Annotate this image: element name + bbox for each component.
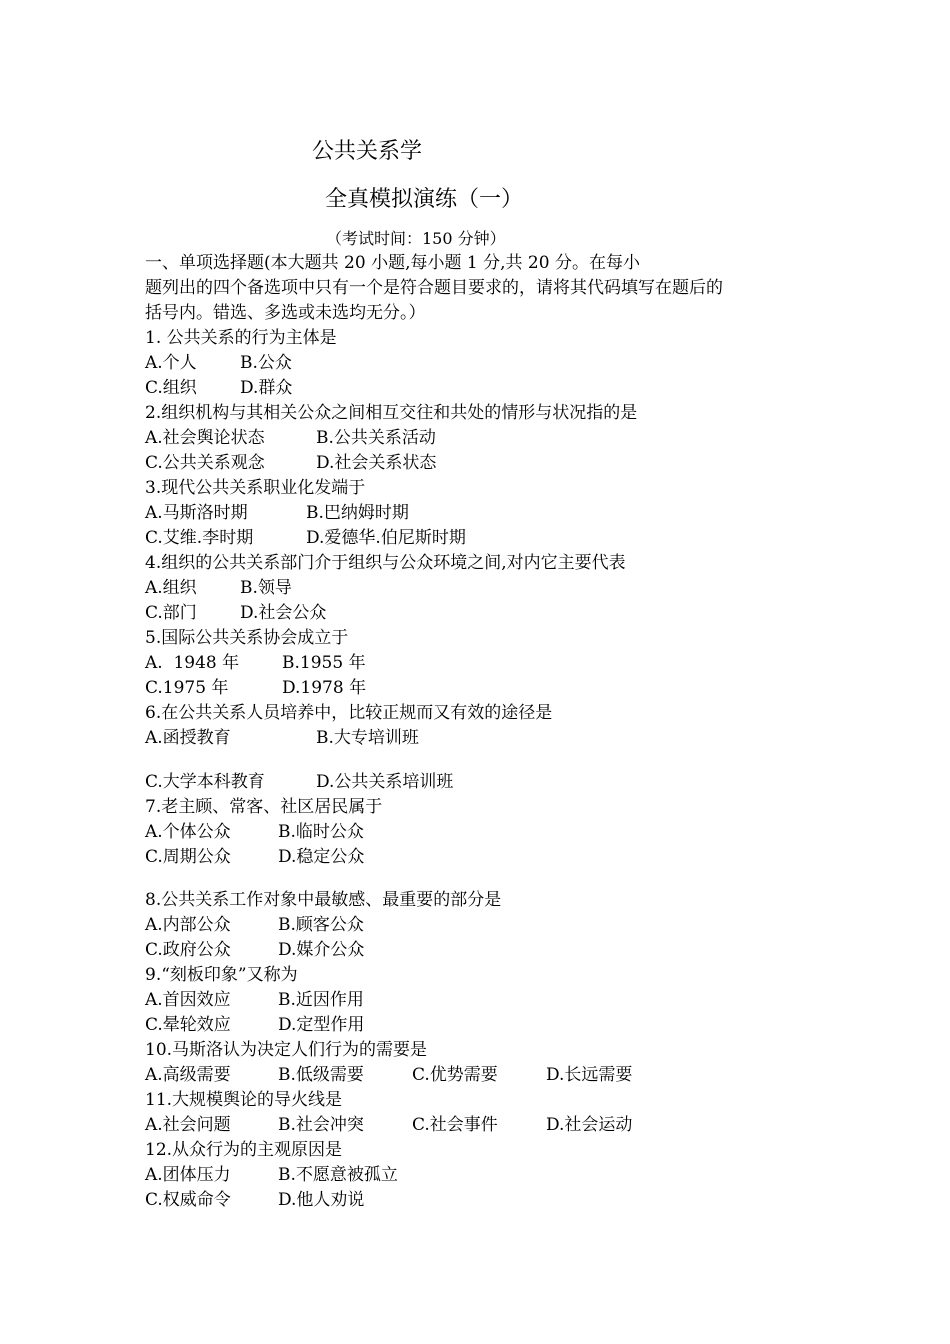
- option-c: C.公共关系观念: [145, 453, 265, 473]
- option-a: A.个人: [145, 353, 197, 373]
- question-stem: 7.老主顾、常客、社区居民属于: [145, 797, 383, 817]
- option-a: A.内部公众: [145, 915, 231, 935]
- instructions-line-3: 括号内。错选、多选或未选均无分。）: [145, 303, 426, 323]
- option-d: D.爱德华.伯尼斯时期: [306, 528, 466, 548]
- option-b: B.不愿意被孤立: [278, 1165, 398, 1185]
- option-b: B.公共关系活动: [316, 428, 436, 448]
- option-c: C.社会事件: [412, 1115, 498, 1135]
- question-stem: 9.“刻板印象”又称为: [145, 965, 298, 985]
- question-stem: 6.在公共关系人员培养中，比较正规而又有效的途径是: [145, 703, 553, 723]
- question-stem: 2.组织机构与其相关公众之间相互交往和共处的情形与状况指的是: [145, 403, 638, 423]
- option-b: B.近因作用: [278, 990, 364, 1010]
- option-d: D.群众: [240, 378, 293, 398]
- option-c: C.组织: [145, 378, 197, 398]
- option-d: D.社会关系状态: [316, 453, 437, 473]
- option-c: C.政府公众: [145, 940, 231, 960]
- option-b: B.社会冲突: [278, 1115, 364, 1135]
- option-b: B.临时公众: [278, 822, 364, 842]
- option-c: C.艾维.李时期: [145, 528, 254, 548]
- option-d: D.媒介公众: [278, 940, 365, 960]
- instructions-line-1: 一、单项选择题(本大题共 20 小题,每小题 1 分,共 20 分。在每小: [145, 253, 640, 273]
- option-a: A.个体公众: [145, 822, 231, 842]
- subject-title: 公共关系学: [312, 139, 423, 164]
- option-c: C.优势需要: [412, 1065, 498, 1085]
- question-stem: 11.大规模舆论的导火线是: [145, 1090, 343, 1110]
- option-d: D.长远需要: [546, 1065, 633, 1085]
- option-d: D.稳定公众: [278, 847, 365, 867]
- option-d: D.社会公众: [240, 603, 327, 623]
- option-c: C.权威命令: [145, 1190, 231, 1210]
- instructions-line-2: 题列出的四个备选项中只有一个是符合题目要求的，请将其代码填写在题后的: [145, 278, 723, 298]
- question-stem: 8.公共关系工作对象中最敏感、最重要的部分是: [145, 890, 502, 910]
- option-b: B.公众: [240, 353, 292, 373]
- option-b: B.低级需要: [278, 1065, 364, 1085]
- exam-time: （考试时间：150 分钟）: [326, 229, 506, 248]
- option-b: B.顾客公众: [278, 915, 364, 935]
- option-d: D.公共关系培训班: [316, 772, 454, 792]
- option-d: D.1978 年: [282, 678, 367, 698]
- option-a: A.社会问题: [145, 1115, 231, 1135]
- question-stem: 1. 公共关系的行为主体是: [145, 328, 337, 348]
- option-a: A.首因效应: [145, 990, 231, 1010]
- option-b: B.巴纳姆时期: [306, 503, 409, 523]
- option-b: B.1955 年: [282, 653, 366, 673]
- option-c: C.部门: [145, 603, 197, 623]
- option-b: B.领导: [240, 578, 292, 598]
- exam-title: 全真模拟演练（一）: [325, 187, 524, 212]
- option-a: A.团体压力: [145, 1165, 231, 1185]
- option-c: C.大学本科教育: [145, 772, 265, 792]
- option-a: A.高级需要: [145, 1065, 231, 1085]
- option-a: A.组织: [145, 578, 197, 598]
- question-stem: 10.马斯洛认为决定人们行为的需要是: [145, 1040, 428, 1060]
- option-c: C.晕轮效应: [145, 1015, 231, 1035]
- option-d: D.他人劝说: [278, 1190, 365, 1210]
- question-stem: 12.从众行为的主观原因是: [145, 1140, 343, 1160]
- option-d: D.定型作用: [278, 1015, 365, 1035]
- option-c: C.周期公众: [145, 847, 231, 867]
- option-d: D.社会运动: [546, 1115, 633, 1135]
- option-a: A.社会舆论状态: [145, 428, 265, 448]
- question-stem: 4.组织的公共关系部门介于组织与公众环境之间,对内它主要代表: [145, 553, 626, 573]
- option-a: A. 1948 年: [145, 653, 240, 673]
- option-a: A.马斯洛时期: [145, 503, 248, 523]
- option-b: B.大专培训班: [316, 728, 419, 748]
- option-a: A.函授教育: [145, 728, 231, 748]
- option-c: C.1975 年: [145, 678, 229, 698]
- question-stem: 5.国际公共关系协会成立于: [145, 628, 349, 648]
- question-stem: 3.现代公共关系职业化发端于: [145, 478, 366, 498]
